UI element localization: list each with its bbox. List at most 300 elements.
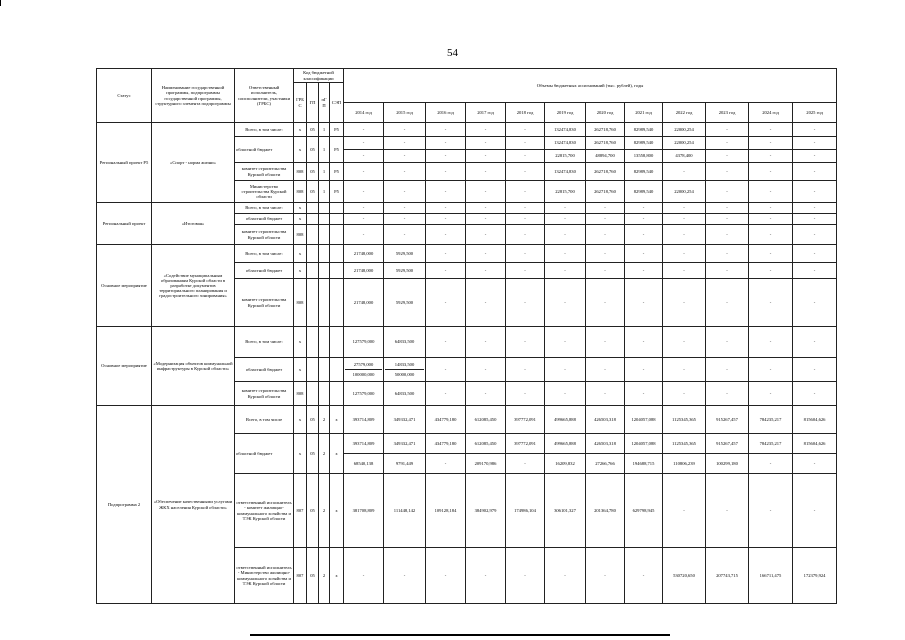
value-cell: 48894,700 (586, 150, 625, 163)
resp-cell: Всего, в том числе (235, 406, 294, 434)
value-cell: - (625, 245, 663, 263)
value-cell: - (506, 163, 545, 181)
value-cell: - (426, 454, 466, 474)
value-cell: - (466, 181, 506, 203)
header-status: Статус (97, 69, 152, 123)
code-cell: 05 (307, 474, 319, 548)
code-cell (330, 225, 344, 245)
value-cell: - (749, 279, 793, 327)
value-cell: - (793, 474, 837, 548)
header-gp: ГП (307, 83, 319, 123)
value-cell: 262718,760 (586, 123, 625, 137)
value-cell: - (793, 123, 837, 137)
code-cell (307, 245, 319, 263)
value-cell: - (384, 548, 426, 604)
value-cell: - (793, 150, 837, 163)
header-year: 2015 год (384, 103, 426, 123)
value-cell: - (466, 214, 506, 225)
value-cell: - (793, 454, 837, 474)
resp-cell: ответственный исполнитель - комитет жилищно-коммунального хозяйства и ТЭК Курской области (235, 474, 294, 548)
header-volumes: Объемы бюджетных ассигнований (тыс. рублей), годы (344, 69, 837, 103)
table-row (97, 406, 837, 434)
value-cell: - (625, 263, 663, 279)
value-cell: - (625, 327, 663, 358)
value-cell: - (344, 181, 384, 203)
value-cell: 381708,809 (344, 474, 384, 548)
value-cell: 207743,715 (706, 548, 749, 604)
value-cell: - (749, 358, 793, 382)
value-line: 100000,000 (352, 372, 375, 377)
value-cell: - (466, 150, 506, 163)
code-cell (319, 263, 330, 279)
value-cell: - (586, 327, 625, 358)
value-cell: - (426, 548, 466, 604)
header-year: 2014 год (344, 103, 384, 123)
value-cell: 306101,327 (545, 474, 586, 548)
scan-edge-top-left (0, 0, 1, 6)
value-cell: 22815,700 (545, 150, 586, 163)
table-row (97, 245, 837, 263)
code-cell (307, 203, 319, 214)
header-pgp: пГП (319, 83, 330, 123)
value-cell: 612085,450 (466, 406, 506, 434)
value-cell: 612085,450 (466, 434, 506, 454)
value-cell: - (545, 382, 586, 406)
value-cell: - (586, 225, 625, 245)
value-cell: - (749, 327, 793, 358)
value-cell: 82989,540 (625, 181, 663, 203)
resp-cell: Всего, в том числе: (235, 203, 294, 214)
header-grbs: ГРБС (294, 83, 307, 123)
code-cell (319, 203, 330, 214)
value-cell: - (466, 263, 506, 279)
code-cell: х (330, 548, 344, 604)
value-cell: - (344, 225, 384, 245)
value-cell: - (793, 263, 837, 279)
value-cell: - (749, 123, 793, 137)
code-cell (330, 327, 344, 358)
value-cell: - (426, 279, 466, 327)
value-cell: - (586, 214, 625, 225)
value-cell: - (426, 358, 466, 382)
value-cell: 127579,000 (344, 327, 384, 358)
value-cell: - (706, 150, 749, 163)
value-cell: 68540,138 (344, 454, 384, 474)
value-cell: 109128,184 (426, 474, 466, 548)
value-cell: - (466, 123, 506, 137)
value-cell: 5929,500 (384, 279, 426, 327)
value-cell: - (625, 358, 663, 382)
code-cell (319, 214, 330, 225)
resp-cell: областной бюджет (235, 263, 294, 279)
code-cell: 05 (307, 548, 319, 604)
value-cell: - (344, 150, 384, 163)
value-cell: - (466, 548, 506, 604)
code-cell: 807 (294, 474, 307, 548)
value-cell: - (663, 214, 706, 225)
value-cell: - (384, 163, 426, 181)
value-cell: - (663, 474, 706, 548)
value-cell: - (426, 181, 466, 203)
value-cell: 784235,217 (749, 406, 793, 434)
value-cell: - (344, 163, 384, 181)
value-cell: - (663, 245, 706, 263)
value-cell: - (793, 137, 837, 150)
code-cell: х (294, 245, 307, 263)
value-cell: - (545, 225, 586, 245)
value-cell: 9791,449 (384, 454, 426, 474)
value-cell: - (706, 203, 749, 214)
value-cell: 1204057,088 (625, 406, 663, 434)
header-code-group: Код бюджетной классификации (294, 69, 344, 83)
value-cell: 815604,626 (793, 406, 837, 434)
resp-cell: областной бюджет (235, 137, 294, 163)
value-cell: - (749, 382, 793, 406)
value-cell: - (749, 263, 793, 279)
value-cell: - (586, 358, 625, 382)
value-cell: - (706, 474, 749, 548)
value-cell: 629798,945 (625, 474, 663, 548)
code-cell: х (294, 214, 307, 225)
code-cell: 2 (319, 406, 330, 434)
name-cell: «Модернизация объектов коммунальной инфраструктуры в Курской области» (152, 327, 235, 406)
value-cell (344, 358, 384, 382)
value-cell: - (384, 181, 426, 203)
value-cell: - (506, 137, 545, 150)
code-cell (319, 382, 330, 406)
status-cell: Подпрограмма 2 (97, 406, 152, 604)
value-cell: 499665,888 (545, 406, 586, 434)
value-cell: 349332,471 (384, 406, 426, 434)
value-cell: 5929,500 (384, 263, 426, 279)
value-cell: - (426, 225, 466, 245)
value-cell: - (506, 214, 545, 225)
value-cell: - (706, 137, 749, 150)
resp-cell: комитет строительства Курской области (235, 225, 294, 245)
value-cell: - (506, 382, 545, 406)
code-cell: Р5 (330, 137, 344, 163)
value-cell: - (344, 137, 384, 150)
code-cell (319, 279, 330, 327)
header-name: Наименование государственной программы, подпрограммы государственной программы, структурного элемента подпрограммы (152, 69, 235, 123)
value-cell: 434779,180 (426, 434, 466, 454)
value-line: 14833,500 (385, 360, 424, 370)
value-cell: 132474,830 (545, 163, 586, 181)
code-cell: 808 (294, 163, 307, 181)
table-row (97, 327, 837, 358)
value-cell: - (466, 163, 506, 181)
resp-cell: ответственный исполнитель - Министерство жилищно-коммунального хозяйства и ТЭК Курской области (235, 548, 294, 604)
value-cell: 132474,830 (545, 137, 586, 150)
value-cell: - (506, 203, 545, 214)
page-number: 54 (447, 47, 458, 59)
value-cell: - (625, 382, 663, 406)
value-cell: 13558,800 (625, 150, 663, 163)
resp-cell: областной бюджет (235, 434, 294, 474)
value-cell: - (663, 327, 706, 358)
code-cell: х (294, 123, 307, 137)
value-cell: - (706, 358, 749, 382)
value-cell: 384902,979 (466, 474, 506, 548)
value-cell: - (625, 548, 663, 604)
code-cell: х (330, 474, 344, 548)
value-cell: - (706, 181, 749, 203)
name-cell: «Спорт - норма жизни» (152, 123, 235, 203)
code-cell: х (294, 263, 307, 279)
value-cell: 100299,180 (706, 454, 749, 474)
code-cell: 1 (319, 163, 330, 181)
value-cell: - (384, 225, 426, 245)
value-cell: - (545, 263, 586, 279)
code-cell (319, 245, 330, 263)
value-cell: - (545, 245, 586, 263)
value-cell: - (344, 214, 384, 225)
code-cell (330, 214, 344, 225)
value-cell: 393714,809 (344, 406, 384, 434)
value-cell: - (506, 245, 545, 263)
value-cell: - (749, 245, 793, 263)
value-cell: - (426, 150, 466, 163)
value-cell: 262718,760 (586, 163, 625, 181)
value-cell: - (586, 203, 625, 214)
value-cell: - (506, 123, 545, 137)
code-cell: 05 (307, 406, 319, 434)
resp-cell: комитет строительства Курской области (235, 279, 294, 327)
value-cell: 166711,475 (749, 548, 793, 604)
value-cell: - (663, 203, 706, 214)
code-cell (330, 263, 344, 279)
value-cell: - (426, 163, 466, 181)
value-cell: 393714,809 (344, 434, 384, 454)
header-year: 2018 год (506, 103, 545, 123)
value-cell: 201364,780 (586, 474, 625, 548)
code-cell (307, 225, 319, 245)
code-cell: 05 (307, 137, 319, 163)
code-cell: х (294, 327, 307, 358)
code-cell (307, 382, 319, 406)
value-cell: - (793, 358, 837, 382)
header-row (97, 69, 837, 83)
name-cell: «Содействие муниципальным образованиям Курской области в разработке документов территориального планирования и градостроительного зонирования» (152, 245, 235, 327)
value-cell: 815604,626 (793, 434, 837, 454)
value-cell: 111448,142 (384, 474, 426, 548)
resp-cell: Всего, в том числе: (235, 245, 294, 263)
value-cell: - (749, 181, 793, 203)
header-year: 2016 год (426, 103, 466, 123)
value-cell: - (426, 327, 466, 358)
code-cell (307, 214, 319, 225)
code-cell (307, 327, 319, 358)
code-cell (330, 203, 344, 214)
value-cell: 64833,500 (384, 382, 426, 406)
value-cell: 209170,986 (466, 454, 506, 474)
value-cell: 262718,760 (586, 181, 625, 203)
value-cell: - (793, 225, 837, 245)
value-cell: 22000,254 (663, 181, 706, 203)
value-cell: 426503,318 (586, 434, 625, 454)
value-cell: 397772,091 (506, 406, 545, 434)
value-cell: - (793, 382, 837, 406)
value-cell: - (384, 214, 426, 225)
value-cell: - (793, 203, 837, 214)
value-cell: 1125345,365 (663, 434, 706, 454)
status-cell: Основное мероприятие (97, 327, 152, 406)
value-cell: 915267,457 (706, 406, 749, 434)
code-cell: х (294, 203, 307, 214)
code-cell: 808 (294, 279, 307, 327)
value-cell: - (793, 214, 837, 225)
value-line: 27579,000 (345, 360, 382, 370)
value-cell: - (466, 382, 506, 406)
value-cell: - (663, 225, 706, 245)
code-cell: х (294, 358, 307, 382)
value-cell: - (545, 548, 586, 604)
value-cell: - (793, 163, 837, 181)
value-cell: - (749, 163, 793, 181)
status-cell: Основное мероприятие (97, 245, 152, 327)
value-cell: 349332,471 (384, 434, 426, 454)
value-cell: - (706, 163, 749, 181)
value-cell: 194688,715 (625, 454, 663, 474)
value-cell: - (506, 358, 545, 382)
name-cell: «Итоговая» (152, 203, 235, 245)
value-cell: - (506, 454, 545, 474)
code-cell (330, 245, 344, 263)
value-cell: - (506, 263, 545, 279)
value-cell: - (663, 163, 706, 181)
value-cell: - (384, 203, 426, 214)
resp-cell: областной бюджет (235, 214, 294, 225)
name-cell: «Обеспечение качественными услугами ЖКХ населения Курской области» (152, 406, 235, 604)
value-cell: 4378,400 (663, 150, 706, 163)
value-cell: - (506, 279, 545, 327)
value-cell: - (586, 245, 625, 263)
value-cell: - (793, 279, 837, 327)
value-cell: 82989,540 (625, 137, 663, 150)
value-cell: - (466, 279, 506, 327)
code-cell: 808 (294, 181, 307, 203)
value-cell: 82989,540 (625, 123, 663, 137)
value-cell (384, 358, 426, 382)
code-cell (307, 263, 319, 279)
header-responsible: Ответственный исполнитель, соисполнители, участники (ГРБС) (235, 69, 294, 123)
header-year: 2020 год (586, 103, 625, 123)
value-cell: - (793, 327, 837, 358)
header-year: 2023 год (706, 103, 749, 123)
value-cell: - (706, 123, 749, 137)
code-cell (330, 382, 344, 406)
header-year: 2024 год (749, 103, 793, 123)
value-cell: 172379,924 (793, 548, 837, 604)
code-cell: 1 (319, 181, 330, 203)
header-year: 2019 год (545, 103, 586, 123)
status-cell: Региональный проект (97, 203, 152, 245)
value-cell: - (706, 214, 749, 225)
value-cell: 434779,180 (426, 406, 466, 434)
value-cell: - (793, 181, 837, 203)
value-cell: 784235,217 (749, 434, 793, 454)
value-cell: - (384, 123, 426, 137)
value-cell: 174986,104 (506, 474, 545, 548)
value-cell: - (663, 358, 706, 382)
value-cell: - (625, 203, 663, 214)
value-cell: - (586, 263, 625, 279)
value-cell: - (466, 137, 506, 150)
header-year: 2021 год (625, 103, 663, 123)
code-cell: Р5 (330, 123, 344, 137)
code-cell: Р5 (330, 163, 344, 181)
value-cell: - (426, 137, 466, 150)
value-cell: - (466, 245, 506, 263)
value-cell: - (344, 548, 384, 604)
value-cell: 64833,500 (384, 327, 426, 358)
code-cell: х (294, 434, 307, 474)
value-cell: - (426, 214, 466, 225)
value-cell: - (466, 203, 506, 214)
code-cell: 2 (319, 474, 330, 548)
value-cell: 27266,766 (586, 454, 625, 474)
header-sep: СЭП (330, 83, 344, 123)
resp-cell: областной бюджет (235, 358, 294, 382)
value-cell: 21748,000 (344, 279, 384, 327)
value-cell: - (426, 245, 466, 263)
code-cell: Р5 (330, 181, 344, 203)
value-cell: 22000,254 (663, 137, 706, 150)
resp-cell: комитет строительства Курской области (235, 163, 294, 181)
code-cell: х (294, 137, 307, 163)
resp-cell: Министерство строительства Курской области (235, 181, 294, 203)
value-cell: - (706, 382, 749, 406)
code-cell: 05 (307, 181, 319, 203)
value-cell: 127579,000 (344, 382, 384, 406)
resp-cell: комитет строительства Курской области (235, 382, 294, 406)
code-cell: 05 (307, 434, 319, 474)
value-cell: - (749, 203, 793, 214)
value-cell: - (706, 225, 749, 245)
value-cell: - (586, 382, 625, 406)
value-cell: - (426, 203, 466, 214)
value-cell: - (344, 203, 384, 214)
code-cell: 2 (319, 548, 330, 604)
value-cell: 82989,540 (625, 163, 663, 181)
code-cell: х (330, 434, 344, 474)
resp-cell: Всего, в том числе: (235, 123, 294, 137)
value-cell: - (749, 137, 793, 150)
code-cell: 1 (319, 123, 330, 137)
header-year: 2017 год (466, 103, 506, 123)
code-cell: 1 (319, 137, 330, 163)
value-cell: - (344, 123, 384, 137)
value-cell: - (466, 327, 506, 358)
header-year: 2025 год (793, 103, 837, 123)
value-cell: - (706, 245, 749, 263)
value-cell: - (586, 279, 625, 327)
code-cell: х (294, 406, 307, 434)
value-cell: - (663, 279, 706, 327)
code-cell (330, 279, 344, 327)
table-row (97, 203, 837, 214)
value-cell: 21748,000 (344, 245, 384, 263)
value-cell: - (506, 548, 545, 604)
value-cell: 915267,457 (706, 434, 749, 454)
value-cell: - (506, 225, 545, 245)
value-cell: 397772,091 (506, 434, 545, 454)
value-cell: 530720,650 (663, 548, 706, 604)
value-cell: - (466, 225, 506, 245)
value-cell: 1125345,365 (663, 406, 706, 434)
status-cell: Региональный проект Р5 (97, 123, 152, 203)
value-cell: 262718,760 (586, 137, 625, 150)
